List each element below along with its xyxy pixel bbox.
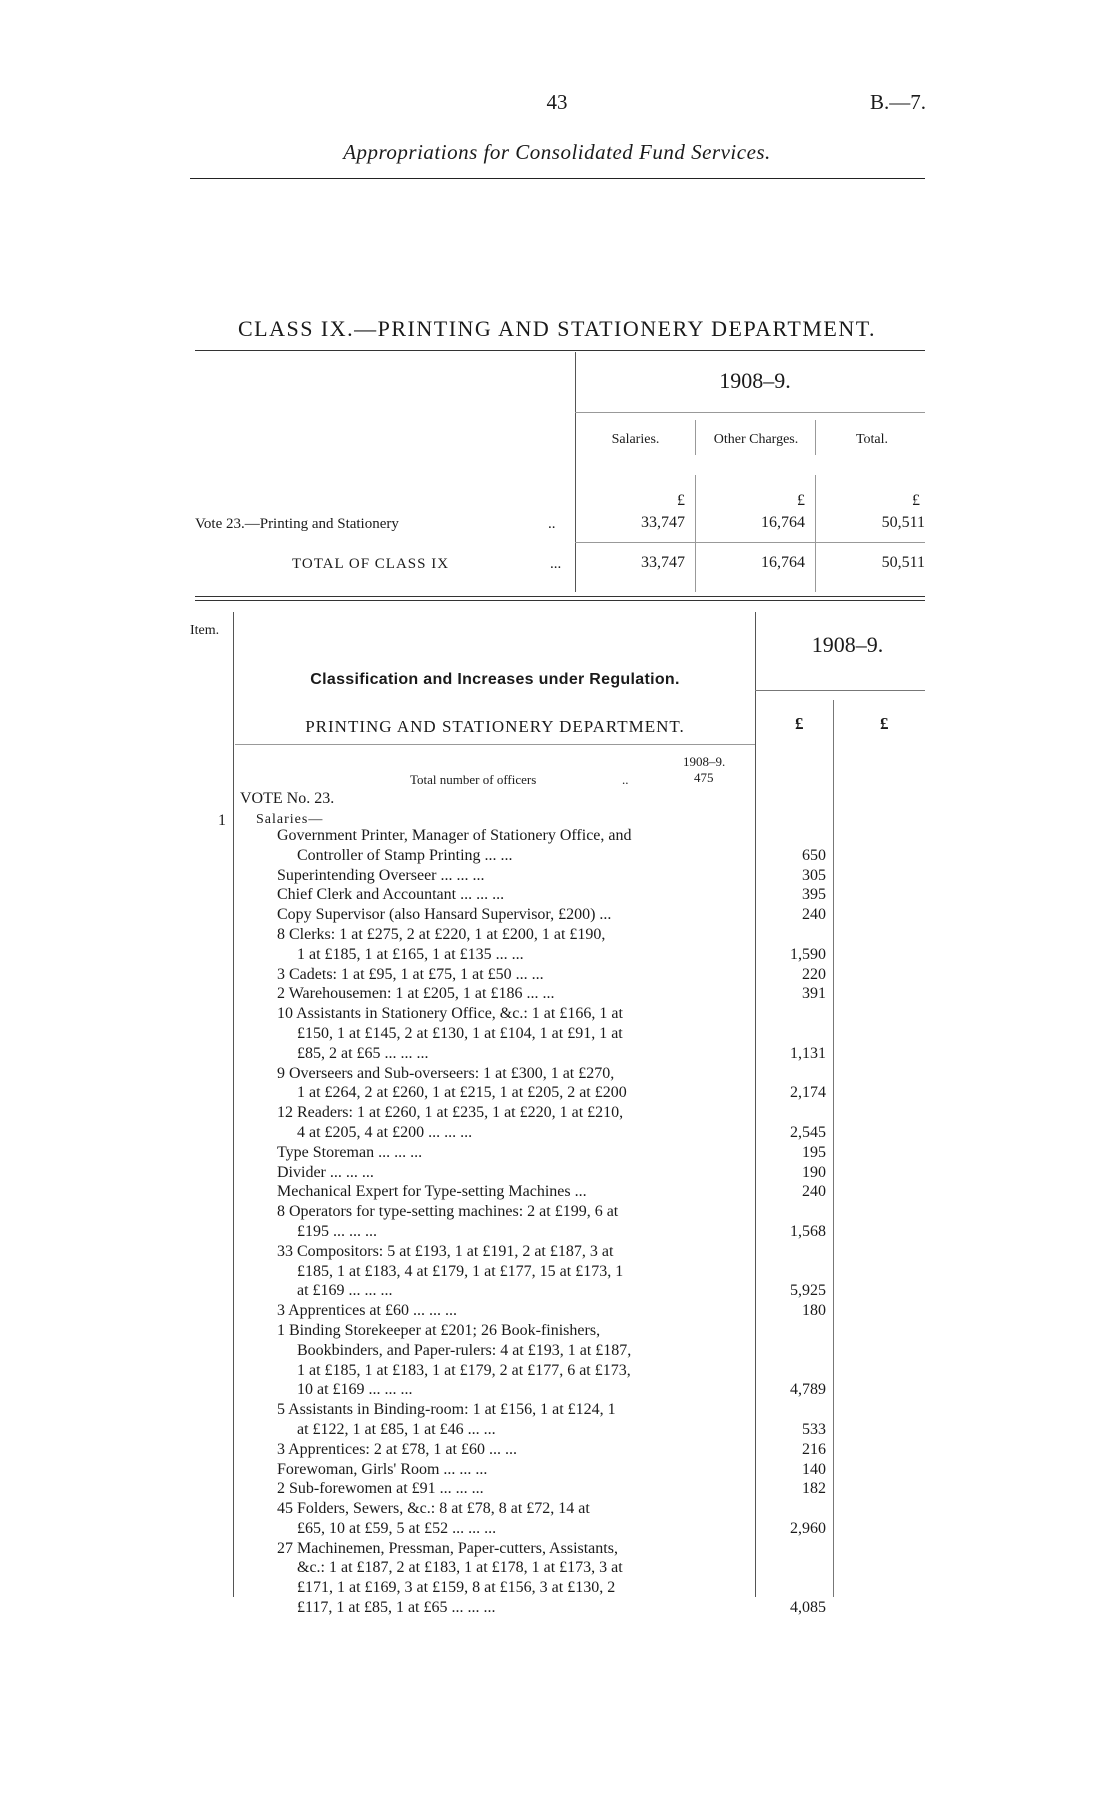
salary-entry [277,1460,752,1480]
salary-entry [277,1202,752,1242]
summary-year: 1908–9. [719,368,791,393]
salary-entry-line: Government Printer, Manager of Stationery Office, and [277,827,632,844]
col-other-header: Other Charges. [713,432,799,447]
item-column-rule [233,612,234,1597]
officers-count: 475 [694,770,714,785]
salary-amount: 140 [802,1460,826,1478]
pound-symbol: £ [677,492,685,509]
salary-amount: 182 [802,1480,826,1498]
salary-amount: 1,131 [790,1044,826,1062]
total-total-value: 50,511 [881,554,925,571]
total-salaries-value: 33,747 [641,554,685,571]
salary-entry-line: 1 at £264, 2 at £260, 1 at £215, 1 at £205, 2 at £200 [297,1084,627,1102]
salary-entry-line: 27 Machinemen, Pressman, Paper-cutters, Assistants, [277,1539,618,1557]
salary-entry-line: 1 at £185, 1 at £165, 1 at £135 ... ... [297,945,524,963]
salary-entry-line: 4 at £205, 4 at £200 ... ... ... [297,1123,473,1141]
total-row-leader: ... [550,556,562,572]
salary-amount: 2,174 [790,1084,826,1102]
detail-year-rule [755,690,925,691]
salary-entry [277,925,752,965]
salary-amount: 533 [802,1420,826,1438]
officers-label: Total number of officers [410,772,537,787]
item-number: 1 [218,812,226,829]
salary-entry-line: 12 Readers: 1 at £260, 1 at £235, 1 at £220, 1 at £210, [277,1104,624,1122]
salary-entry-line: Bookbinders, and Paper-rulers: 4 at £193, 1 at £187, [297,1341,632,1359]
salary-entry-line: Mechanical Expert for Type-setting Machines ... [277,1183,587,1201]
pound-header-2: £ [880,714,889,733]
salary-entry [277,826,752,866]
officers-leader: .. [622,772,629,787]
col-divider [815,475,816,592]
salary-entry-line: 45 Folders, Sewers, &c.: 8 at £78, 8 at £72, 14 at [277,1500,590,1518]
summary-salaries-value: 33,747 [641,514,685,531]
salary-amount: 195 [802,1143,826,1161]
salary-amount: 395 [802,886,826,904]
salary-entry-line: 8 Operators for type-setting machines: 2 at £199, 6 at [277,1203,619,1221]
salary-amount: 391 [802,985,826,1003]
classification-title: Classification and Increases under Regulation. [310,671,680,688]
col-total-header: Total. [855,432,889,447]
salaries-heading: Salaries— [256,812,324,827]
salary-entry-line: Copy Supervisor (also Hansard Supervisor, £200) ... [277,906,612,924]
salary-amount: 190 [802,1163,826,1181]
department-name: PRINTING AND STATIONERY DEPARTMENT. [305,717,685,736]
summary-bottom-rule [195,596,925,597]
salary-amount: 1,590 [790,945,826,963]
salary-entry-line: Forewoman, Girls' Room ... ... ... [277,1460,488,1478]
salary-entry [277,1321,752,1400]
salary-entry-line: 33 Compositors: 5 at £193, 1 at £191, 2 at £187, 3 at [277,1242,614,1260]
salary-entry-line: Chief Clerk and Accountant ... ... ... [277,886,505,904]
document-reference: B.—7. [870,90,927,114]
salary-entry-line: 3 Apprentices: 2 at £78, 1 at £60 ... ... [277,1440,517,1458]
salary-entry [277,984,752,1004]
salary-entry-line: &c.: 1 at £187, 2 at £183, 1 at £178, 1 at £173, 3 at [297,1559,623,1577]
salary-entry [277,1242,752,1301]
col-divider [815,420,816,455]
summary-total-value: 50,511 [881,514,925,531]
salary-amount: 180 [802,1302,826,1320]
summary-year-rule [575,412,925,413]
salary-amount: 216 [802,1440,826,1458]
salary-entry [277,1479,752,1499]
salary-entry [277,866,752,886]
salary-entry-line: Superintending Overseer ... ... ... [277,866,485,884]
salary-entry-line: 1 Binding Storekeeper at £201; 26 Book-finishers, [277,1321,601,1339]
pound-symbol: £ [797,492,805,509]
col-divider [695,420,696,455]
salary-entry [277,1064,752,1104]
salary-entry-line: at £169 ... ... ... [297,1282,393,1300]
salary-amount: 305 [802,866,826,884]
class-title: CLASS IX.—PRINTING AND STATIONERY DEPARTMENT. [237,316,877,341]
salary-amount: 240 [802,906,826,924]
salary-entry-line: 5 Assistants in Binding-room: 1 at £156, 1 at £124, 1 [277,1401,616,1419]
salary-entry-line: at £122, 1 at £85, 1 at £46 ... ... [297,1420,496,1438]
salary-entry-line: 9 Overseers and Sub-overseers: 1 at £300, 1 at £270, [277,1064,615,1082]
pound-symbol: £ [912,492,920,509]
salary-amount: 1,568 [790,1222,826,1240]
salary-entry [277,1163,752,1183]
salary-entry [277,965,752,985]
salary-entry [277,1539,752,1618]
salary-entry [277,1004,752,1063]
salary-amount: 4,085 [790,1599,826,1617]
salary-entry-line: £117, 1 at £85, 1 at £65 ... ... ... [297,1599,496,1617]
salary-entry-line: Controller of Stamp Printing ... ... [297,846,513,864]
officers-year: 1908–9. [683,754,726,769]
amount-column-rule-2 [833,700,834,1597]
salary-entry-line: £195 ... ... ... [297,1222,377,1240]
pound-header-1: £ [795,714,804,733]
summary-other-value: 16,764 [761,514,805,531]
vote-number: VOTE No. 23. [240,790,335,807]
salary-entry-line: 3 Apprentices at £60 ... ... ... [277,1302,457,1320]
salary-entry [277,1301,752,1321]
salary-entry-line: 2 Sub-forewomen at £91 ... ... ... [277,1480,484,1498]
salary-amounts [770,826,826,1618]
salary-entry-line: £171, 1 at £169, 3 at £159, 8 at £156, 3 at £130, 2 [297,1579,616,1597]
salary-entry-line: £150, 1 at £145, 2 at £130, 1 at £104, 1 at £91, 1 at [297,1024,623,1042]
page-number: 43 [546,90,568,114]
salary-entry-line: £85, 2 at £65 ... ... ... [297,1044,429,1062]
salary-amount: 2,960 [790,1519,826,1537]
summary-row-rule [575,542,925,543]
summary-row-leader: .. [548,516,556,532]
salary-entry-line: 10 at £169 ... ... ... [297,1381,413,1399]
salary-entries [277,826,752,1618]
salary-entry [277,1182,752,1202]
salary-entry-line: £185, 1 at £183, 4 at £179, 1 at £177, 15 at £173, 1 [297,1262,624,1280]
total-row-label: TOTAL OF CLASS IX [292,556,450,572]
salary-entry-line: 1 at £185, 1 at £183, 1 at £179, 2 at £177, 6 at £173, [297,1361,631,1379]
salary-entry [277,1499,752,1539]
salary-entry-line: Type Storeman ... ... ... [277,1143,423,1161]
summary-top-rule [195,350,925,351]
salary-entry-line: £65, 10 at £59, 5 at £52 ... ... ... [297,1519,497,1537]
salary-entry-line: Divider ... ... ... [277,1163,374,1181]
salary-amount: 2,545 [790,1123,826,1141]
salary-entry-line: 2 Warehousemen: 1 at £205, 1 at £186 ... ... [277,985,555,1003]
summary-bottom-rule-2 [195,600,925,601]
salary-amount: 4,789 [790,1381,826,1399]
summary-row-label: Vote 23.—Printing and Stationery [195,516,399,532]
item-column-header: Item. [190,623,220,638]
salary-amount: 240 [802,1183,826,1201]
salary-entry [277,1103,752,1143]
amount-column-rule [755,612,756,1597]
total-other-value: 16,764 [761,554,805,571]
salary-amount: 650 [802,846,826,864]
col-divider [695,475,696,592]
salary-amount: 5,925 [790,1282,826,1300]
salary-amount: 220 [802,965,826,983]
page-subtitle: Appropriations for Consolidated Fund Services. [343,140,771,164]
salary-entry-line: 8 Clerks: 1 at £275, 2 at £220, 1 at £200, 1 at £190, [277,925,606,943]
salary-entry [277,885,752,905]
salary-entry-line: 3 Cadets: 1 at £95, 1 at £75, 1 at £50 ... ... [277,965,544,983]
salary-entry [277,1143,752,1163]
detail-year: 1908–9. [811,632,884,657]
salary-entry [277,1440,752,1460]
header-rule [190,178,925,179]
salary-entry [277,905,752,925]
salary-entry-line: 10 Assistants in Stationery Office, &c.: 1 at £166, 1 at [277,1005,623,1023]
col-salaries-header: Salaries. [611,432,660,447]
salary-entry [277,1400,752,1440]
dept-rule [235,744,755,745]
